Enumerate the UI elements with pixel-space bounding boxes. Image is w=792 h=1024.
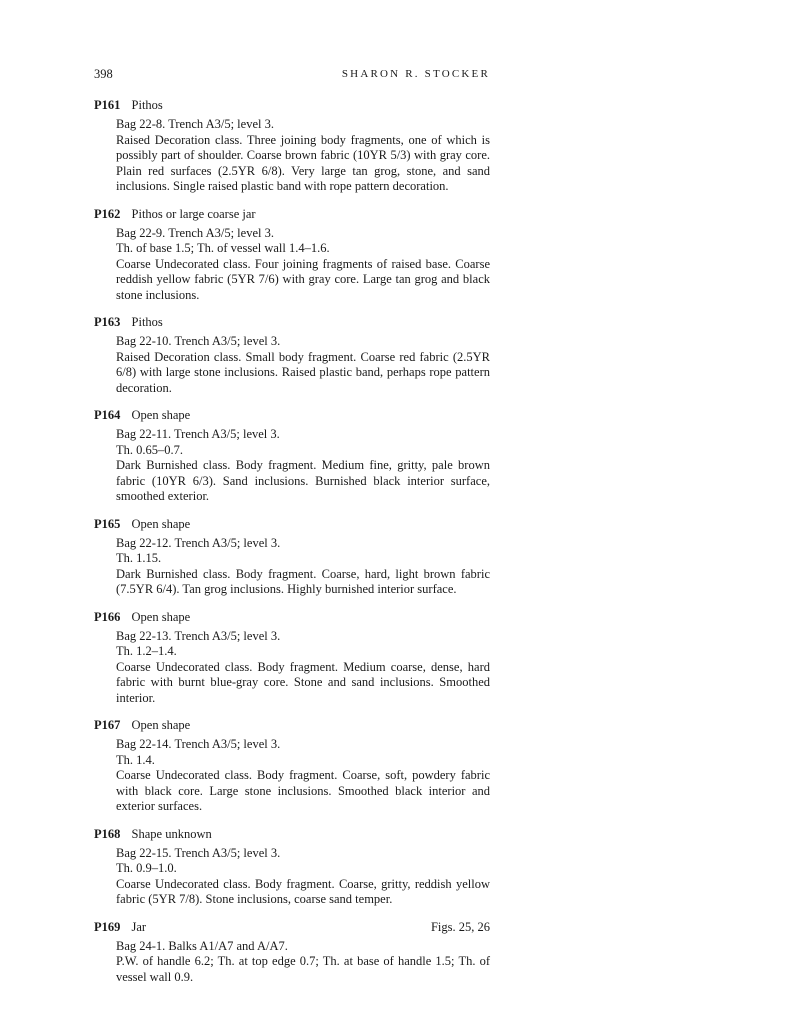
entry-line: P.W. of handle 6.2; Th. at top edge 0.7; Th. at base of handle 1.5; Th. of vessel wall 0.9. [116,954,490,984]
entry-line: Bag 22-8. Trench A3/5; level 3. [116,117,274,131]
entry-line: Coarse Undecorated class. Body fragment. Coarse, gritty, reddish yellow fabric (5YR 7/8). Stone inclusions, coarse sand temper. [116,876,490,906]
entry-title: Shape unknown [131,826,212,841]
entry-heading [94,315,490,330]
entry-id: P166 [94,609,121,624]
figure-reference: Figs. 25, 26 [430,919,490,934]
catalog-entry-p167 [94,718,490,815]
entry-heading [94,718,490,733]
entry-line: Bag 22-13. Trench A3/5; level 3. [116,628,281,643]
catalog-entry-p168 [94,827,490,908]
entry-title: Pithos [131,315,163,329]
entry-line: Th. 1.15. [116,551,162,565]
entry-line: Bag 22-14. Trench A3/5; level 3. [116,737,281,751]
catalog-entries [94,98,490,997]
catalog-entry-p165 [94,517,490,598]
entry-heading [94,98,490,113]
entry-line: Coarse Undecorated class. Four joining fragments of raised base. Coarse reddish yellow fabric (5YR 7/6) with gray core. Large tan grog and black stone inclusions. [116,256,490,302]
entry-title: Open shape [131,609,191,624]
entry-title: Pithos [131,98,163,112]
entry-title: Jar [131,919,147,934]
page-header [94,66,490,82]
entry-id: P168 [94,826,121,841]
entry-line: Raised Decoration class. Small body fragment. Coarse red fabric (2.5YR 6/8) with large stone inclusions. Raised plastic band, perhaps rope pattern decoration. [116,349,490,395]
entry-line: Bag 22-10. Trench A3/5; level 3. [116,334,281,348]
entry-id: P167 [94,718,121,732]
entry-line: Bag 22-9. Trench A3/5; level 3. [116,225,274,240]
catalog-entry-p163 [94,315,490,396]
entry-line: Bag 22-12. Trench A3/5; level 3. [116,535,281,550]
entry-title: Pithos or large coarse jar [131,206,256,221]
entry-title: Open shape [131,408,191,422]
entry-line: Bag 24-1. Balks A1/A7 and A/A7. [116,938,288,953]
entry-heading [94,920,490,935]
entry-id: P165 [94,516,121,531]
entry-line: Raised Decoration class. Three joining body fragments, one of which is possibly part of shoulder. Coarse brown fabric (10YR 5/3) with gray core. Plain red surfaces (2.5YR 6/8). Very large tan grog, stone, and sand inclusions. Single raised plastic band with rope pattern decoration. [116,132,490,193]
page-number: 398 [94,67,113,81]
entry-id: P162 [94,206,121,221]
catalog-entry-p164 [94,408,490,505]
entry-line: Dark Burnished class. Body fragment. Medium fine, gritty, pale brown fabric (10YR 6/3). Sand inclusions. Burnished black interior surface, smoothed exterior. [116,458,490,503]
entry-line: Th. of base 1.5; Th. of vessel wall 1.4–1.6. [116,241,330,255]
entry-line: Bag 22-15. Trench A3/5; level 3. [116,845,281,860]
entry-line: Th. 1.2–1.4. [116,644,177,658]
entry-heading [94,207,490,222]
entry-id: P164 [94,408,121,422]
entry-title: Open shape [131,718,191,732]
catalog-entry-p169 [94,920,490,986]
catalog-entry-p161 [94,98,490,195]
entry-heading [94,408,490,423]
entry-id: P169 [94,919,121,934]
entry-line: Th. 0.65–0.7. [116,442,184,457]
entry-line: Th. 1.4. [116,752,155,767]
entry-line: Coarse Undecorated class. Body fragment. Medium coarse, dense, hard fabric with burnt blue-gray core. Stone and sand inclusions. Smoothed interior. [116,659,490,705]
catalog-entry-p162 [94,207,490,304]
entry-heading [94,517,490,532]
entry-heading [94,610,490,625]
entry-id: P161 [94,98,121,112]
entry-heading [94,827,490,842]
entry-title: Open shape [131,516,191,531]
entry-id: P163 [94,315,121,329]
catalog-entry-p166 [94,610,490,707]
entry-line: Bag 22-11. Trench A3/5; level 3. [116,427,280,441]
entry-line: Coarse Undecorated class. Body fragment. Coarse, soft, powdery fabric with black core. Large stone inclusions. Smoothed black interior and exterior surfaces. [116,768,490,813]
entry-line: Dark Burnished class. Body fragment. Coarse, hard, light brown fabric (7.5YR 6/4). Tan grog inclusions. Highly burnished interior surface. [116,566,490,596]
running-head: SHARON R. STOCKER [341,68,490,80]
entry-line: Th. 0.9–1.0. [116,861,177,875]
